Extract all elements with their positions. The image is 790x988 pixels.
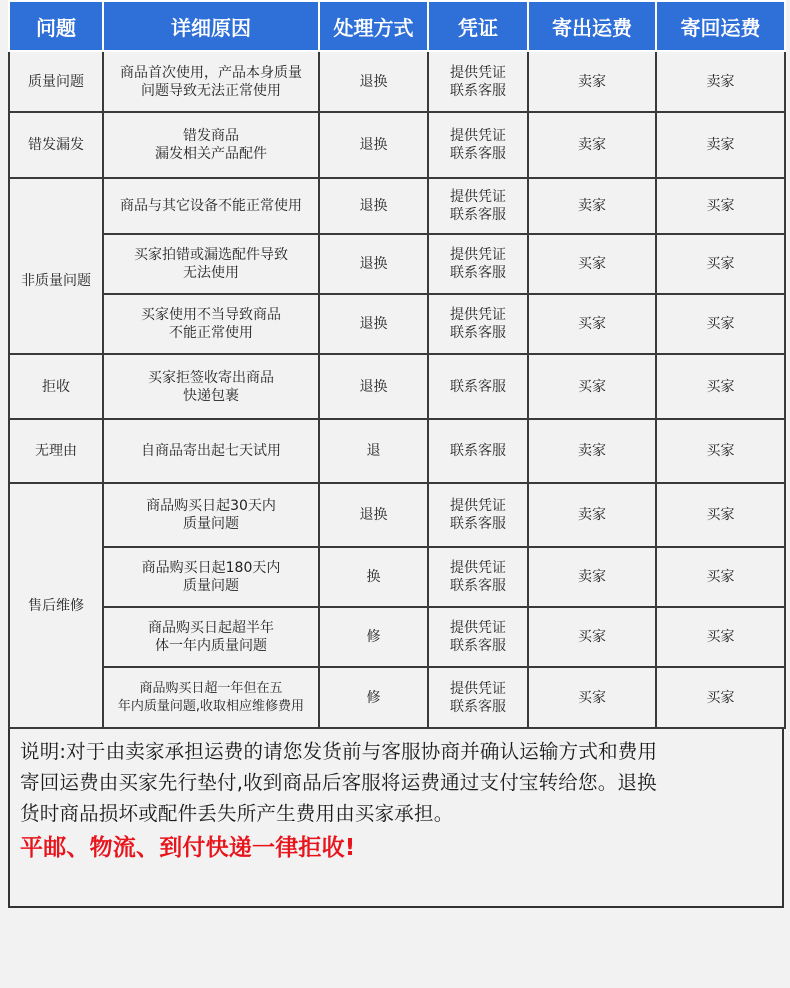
out-fee-cell: 卖家 <box>528 483 656 547</box>
proof-cell: 提供凭证 联系客服 <box>428 607 528 667</box>
method-cell: 退换 <box>319 483 428 547</box>
method-cell: 退 <box>319 419 428 483</box>
reason-cell: 买家拍错或漏选配件导致 无法使用 <box>103 234 319 294</box>
problem-cell: 售后维修 <box>9 483 103 728</box>
table-row <box>9 178 785 234</box>
out-fee-cell: 卖家 <box>528 547 656 607</box>
header-back-fee: 寄回运费 <box>656 1 785 51</box>
proof-cell: 提供凭证 联系客服 <box>428 483 528 547</box>
back-fee-cell: 买家 <box>656 419 785 483</box>
header-reason: 详细原因 <box>103 1 319 51</box>
proof-cell: 提供凭证 联系客服 <box>428 667 528 728</box>
proof-cell: 联系客服 <box>428 354 528 419</box>
problem-cell: 质量问题 <box>9 51 103 112</box>
table-header-row <box>9 1 785 51</box>
table-row <box>9 667 785 728</box>
method-cell: 退换 <box>319 51 428 112</box>
out-fee-cell: 卖家 <box>528 51 656 112</box>
method-cell: 退换 <box>319 234 428 294</box>
out-fee-cell: 买家 <box>528 234 656 294</box>
back-fee-cell: 买家 <box>656 354 785 419</box>
problem-cell: 错发漏发 <box>9 112 103 178</box>
reason-cell: 商品与其它设备不能正常使用 <box>103 178 319 234</box>
table-row <box>9 51 785 112</box>
warning-text: 平邮、物流、到付快递一律拒收! <box>20 835 356 861</box>
proof-cell: 提供凭证 联系客服 <box>428 112 528 178</box>
method-cell: 修 <box>319 607 428 667</box>
note-line: 货时商品损坏或配件丢失所产生费用由买家承担。 <box>20 802 454 825</box>
back-fee-cell: 买家 <box>656 178 785 234</box>
reason-cell: 商品首次使用，产品本身质量 问题导致无法正常使用 <box>103 51 319 112</box>
problem-cell: 无理由 <box>9 419 103 483</box>
back-fee-cell: 买家 <box>656 547 785 607</box>
reason-cell: 商品购买日起30天内 质量问题 <box>103 483 319 547</box>
return-policy-table <box>8 0 786 729</box>
reason-cell: 商品购买日起180天内 质量问题 <box>103 547 319 607</box>
method-cell: 退换 <box>319 112 428 178</box>
reason-cell: 买家拒签收寄出商品 快递包裹 <box>103 354 319 419</box>
table-row <box>9 419 785 483</box>
problem-cell: 拒收 <box>9 354 103 419</box>
method-cell: 退换 <box>319 294 428 354</box>
out-fee-cell: 买家 <box>528 294 656 354</box>
header-proof: 凭证 <box>428 1 528 51</box>
reason-cell: 买家使用不当导致商品 不能正常使用 <box>103 294 319 354</box>
back-fee-cell: 卖家 <box>656 51 785 112</box>
table-row <box>9 234 785 294</box>
header-problem: 问题 <box>9 1 103 51</box>
header-method: 处理方式 <box>319 1 428 51</box>
proof-cell: 提供凭证 联系客服 <box>428 51 528 112</box>
back-fee-cell: 买家 <box>656 483 785 547</box>
header-out-fee: 寄出运费 <box>528 1 656 51</box>
shipping-note <box>20 736 775 864</box>
back-fee-cell: 买家 <box>656 234 785 294</box>
back-fee-cell: 买家 <box>656 607 785 667</box>
table-row <box>9 547 785 607</box>
out-fee-cell: 卖家 <box>528 178 656 234</box>
method-cell: 退换 <box>319 354 428 419</box>
reason-cell: 错发商品 漏发相关产品配件 <box>103 112 319 178</box>
table-row <box>9 112 785 178</box>
out-fee-cell: 卖家 <box>528 112 656 178</box>
problem-cell: 非质量问题 <box>9 178 103 354</box>
note-line: 寄回运费由买家先行垫付,收到商品后客服将运费通过支付宝转给您。退换 <box>20 771 657 794</box>
out-fee-cell: 买家 <box>528 607 656 667</box>
method-cell: 退换 <box>319 178 428 234</box>
proof-cell: 联系客服 <box>428 419 528 483</box>
table-row <box>9 607 785 667</box>
reason-cell: 商品购买日超一年但在五 年内质量问题,收取相应维修费用 <box>103 667 319 728</box>
table-row <box>9 354 785 419</box>
reason-cell: 商品购买日起超半年 体一年内质量问题 <box>103 607 319 667</box>
out-fee-cell: 买家 <box>528 667 656 728</box>
table-row <box>9 294 785 354</box>
method-cell: 修 <box>319 667 428 728</box>
back-fee-cell: 买家 <box>656 294 785 354</box>
note-line: 说明:对于由卖家承担运费的请您发货前与客服协商并确认运输方式和费用 <box>20 740 658 763</box>
proof-cell: 提供凭证 联系客服 <box>428 234 528 294</box>
out-fee-cell: 买家 <box>528 354 656 419</box>
table-row <box>9 483 785 547</box>
reason-cell: 自商品寄出起七天试用 <box>103 419 319 483</box>
out-fee-cell: 卖家 <box>528 419 656 483</box>
proof-cell: 提供凭证 联系客服 <box>428 547 528 607</box>
proof-cell: 提供凭证 联系客服 <box>428 178 528 234</box>
back-fee-cell: 卖家 <box>656 112 785 178</box>
method-cell: 换 <box>319 547 428 607</box>
proof-cell: 提供凭证 联系客服 <box>428 294 528 354</box>
back-fee-cell: 买家 <box>656 667 785 728</box>
